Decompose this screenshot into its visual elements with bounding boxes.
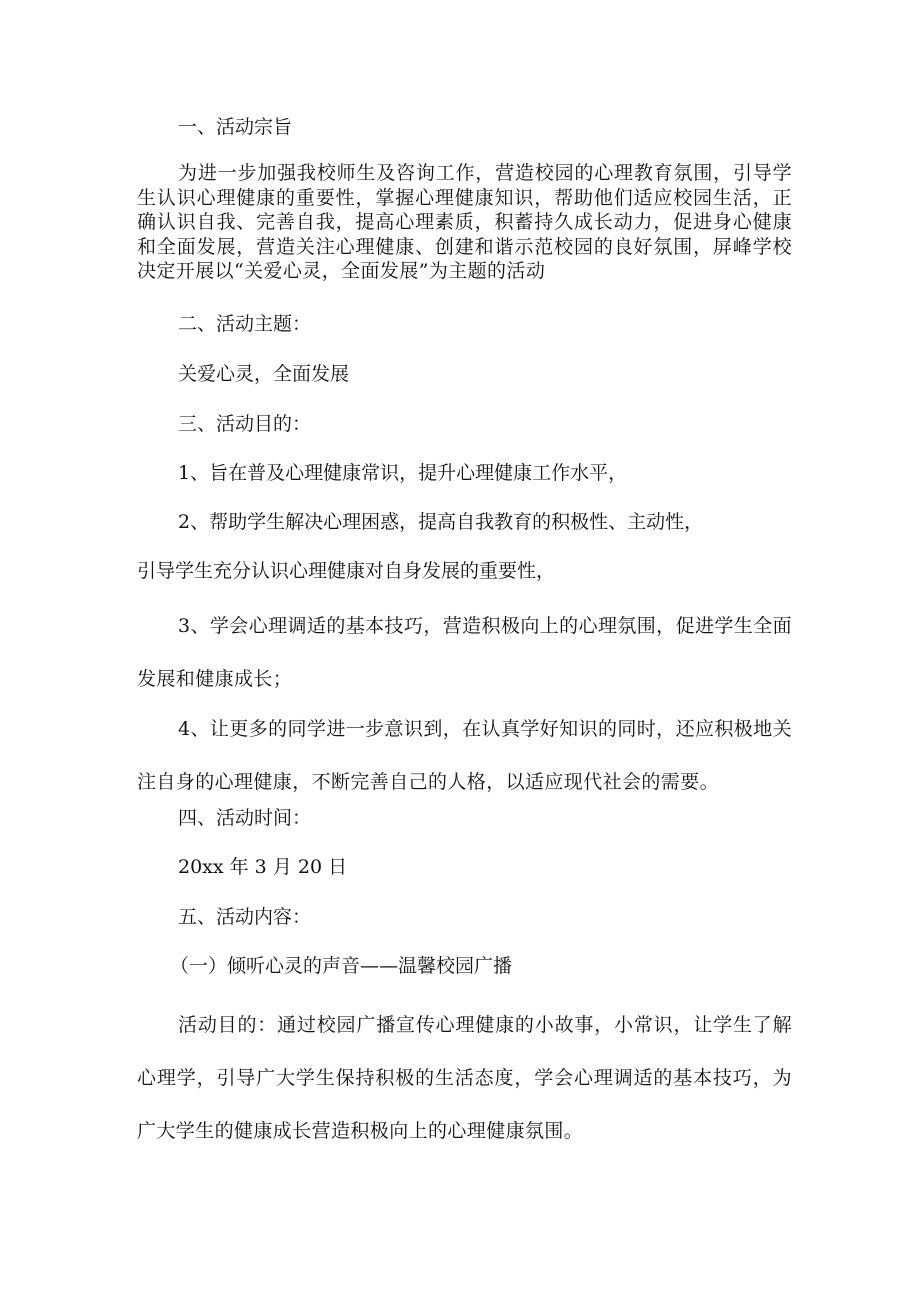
- purpose-item-3: 3、学会心理调适的基本技巧，营造积极向上的心理氛围，促进学生全面发展和健康成长；: [137, 615, 792, 690]
- activity-theme: 关爱心灵，全面发展: [178, 363, 350, 385]
- subsection-1-purpose: 活动目的：通过校园广播宣传心理健康的小故事，小常识，让学生了解心理学，引导广大学生保持积极的生活态度，学会心理调适的基本技巧，为广大学生的健康成长营造积极向上的心理健康氛围。: [137, 1014, 792, 1142]
- section-1-heading: 一、活动宗旨: [178, 116, 293, 138]
- section-1-body: 为进一步加强我校师生及咨询工作，营造校园的心理教育氛围，引导学生认识心理健康的重要性，掌握心理健康知识，帮助他们适应校园生活，正确认识自我、完善自我，提高心理素质，积蓄持久成长动力，促进身心健康和全面发展，营造关注心理健康、创建和谐示范校园的良好氛围，屏峰学校决定开展以“关爱心灵，全面发展”为主题的活动: [137, 162, 792, 282]
- purpose-item-2: 2、帮助学生解决心理困惑，提高自我教育的积极性、主动性，: [178, 511, 704, 533]
- section-3-heading: 三、活动目的：: [178, 413, 312, 435]
- section-2-heading: 二、活动主题：: [178, 313, 312, 335]
- section-5-heading: 五、活动内容：: [178, 906, 312, 928]
- purpose-item-4: 4、让更多的同学进一步意识到，在认真学好知识的同时，还应积极地关注自身的心理健康，不断完善自己的人格，以适应现代社会的需要。: [137, 718, 792, 793]
- purpose-item-1: 1、旨在普及心理健康常识，提升心理健康工作水平，: [178, 462, 628, 484]
- activity-date: 20xx 年 3 月 20 日: [178, 856, 348, 878]
- purpose-item-2-continued: 引导学生充分认识心理健康对自身发展的重要性，: [137, 560, 556, 582]
- content-subsection-1-title: （一）倾听心灵的声音——温馨校园广播: [170, 955, 513, 977]
- section-4-heading: 四、活动时间：: [178, 807, 312, 829]
